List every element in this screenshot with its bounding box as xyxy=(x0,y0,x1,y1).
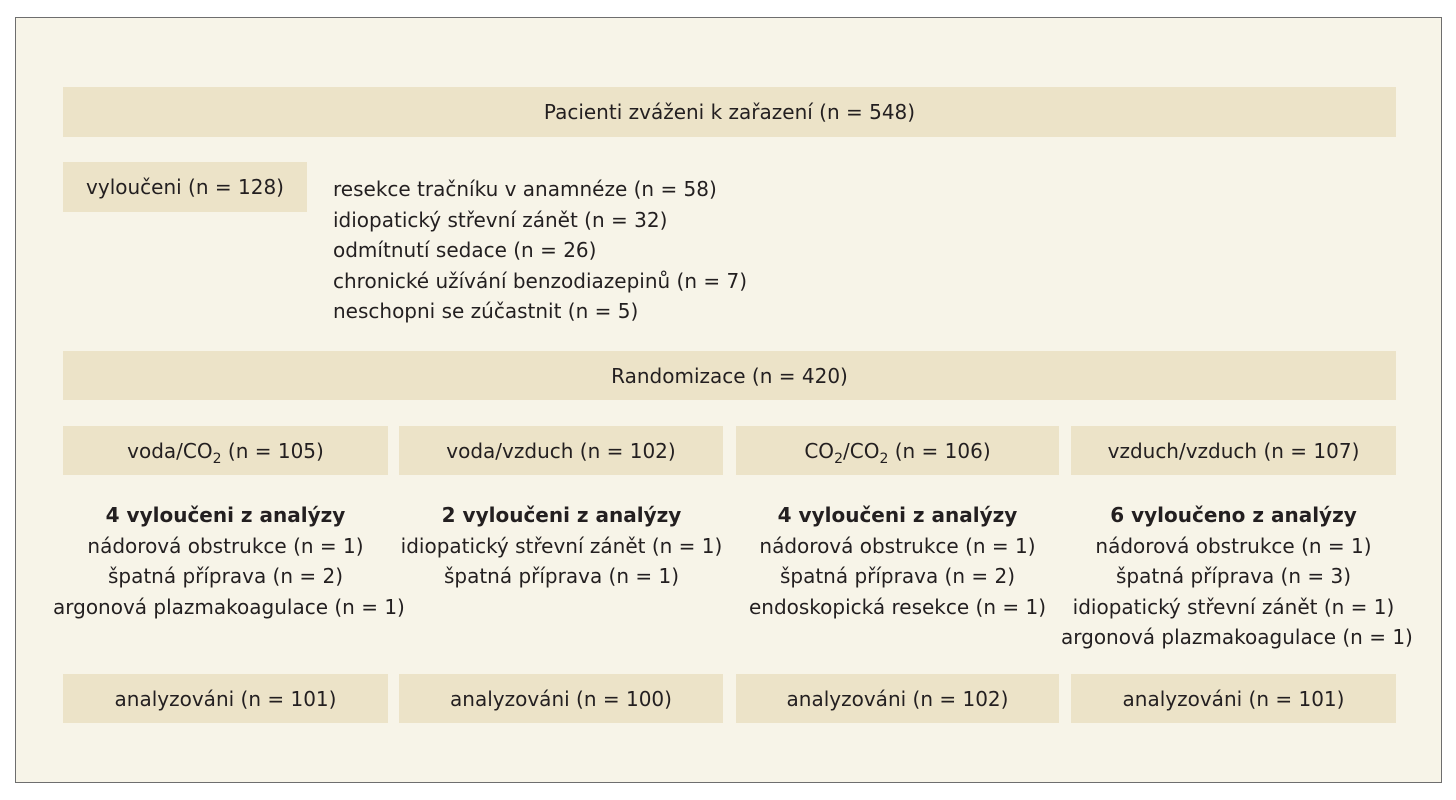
group-label: voda/$CO_2$ (n = 105) xyxy=(127,438,324,467)
excluded-label: vyloučeni (n = 128) xyxy=(86,175,284,199)
exclusion-reason: resekce tračníku v anamnéze (n = 58) xyxy=(333,177,717,201)
group-box-water-co2 xyxy=(63,426,388,475)
exclusion-reason: odmítnutí sedace (n = 26) xyxy=(333,238,597,262)
analyzed-box xyxy=(1071,674,1396,723)
exclusion-item: špatná příprava (n = 1) xyxy=(443,564,680,588)
exclusions-title: 2 vyloučeni z analýzy xyxy=(441,503,682,527)
group-label: $CO_2/CO_2$ (n = 106) xyxy=(804,438,991,467)
excluded-box xyxy=(63,162,307,212)
randomization-box xyxy=(63,351,1396,400)
exclusion-item: nádorová obstrukce (n = 1) xyxy=(1095,533,1372,558)
group-exclusions xyxy=(53,500,405,622)
exclusion-item: nádorová obstrukce (n = 1) xyxy=(759,533,1036,558)
group-label: vzduch/vzduch (n = 107) xyxy=(1107,438,1360,463)
exclusion-item: argonová plazmakoagulace (n = 1) xyxy=(53,594,405,619)
randomization-label: Randomizace (n = 420) xyxy=(611,363,848,388)
exclusion-reason: chronické užívání benzodiazepinů (n = 7) xyxy=(333,268,748,293)
group-exclusions xyxy=(725,500,1070,622)
exclusion-item: idiopatický střevní zánět (n = 1) xyxy=(1072,594,1395,619)
group-box-co2-co2 xyxy=(736,426,1059,475)
group-exclusions xyxy=(1061,500,1413,653)
exclusion-reason: idiopatický střevní zánět (n = 32) xyxy=(333,207,668,232)
exclusion-item: špatná příprava (n = 3) xyxy=(1115,564,1352,588)
group-label: voda/vzduch (n = 102) xyxy=(446,438,676,463)
analyzed-box xyxy=(736,674,1059,723)
analyzed-label: analyzováni (n = 101) xyxy=(1122,686,1345,711)
enrolled-box xyxy=(63,87,1396,137)
exclusion-reasons-list xyxy=(333,174,747,327)
analyzed-box xyxy=(399,674,723,723)
exclusion-reason: neschopni se zúčastnit (n = 5) xyxy=(333,299,639,323)
analyzed-label: analyzováni (n = 100) xyxy=(450,686,672,711)
analyzed-box xyxy=(63,674,388,723)
exclusions-title: 6 vyloučeno z analýzy xyxy=(1110,503,1357,527)
exclusion-item: endoskopická resekce (n = 1) xyxy=(748,594,1047,619)
group-exclusions xyxy=(389,500,734,592)
group-box-air-air xyxy=(1071,426,1396,475)
exclusions-title: 4 vyloučeni z analýzy xyxy=(777,503,1018,527)
exclusion-item: idiopatický střevní zánět (n = 1) xyxy=(400,533,723,558)
group-box-water-air xyxy=(399,426,723,475)
enrolled-label: Pacienti zváženi k zařazení (n = 548) xyxy=(543,100,916,124)
exclusion-item: argonová plazmakoagulace (n = 1) xyxy=(1061,625,1413,649)
exclusion-item: špatná příprava (n = 2) xyxy=(779,564,1016,588)
exclusion-item: nádorová obstrukce (n = 1) xyxy=(87,533,364,558)
analyzed-label: analyzováni (n = 102) xyxy=(786,686,1009,711)
exclusions-title: 4 vyloučeni z analýzy xyxy=(105,503,346,527)
analyzed-label: analyzováni (n = 101) xyxy=(114,686,337,711)
exclusion-item: špatná příprava (n = 2) xyxy=(107,564,344,588)
